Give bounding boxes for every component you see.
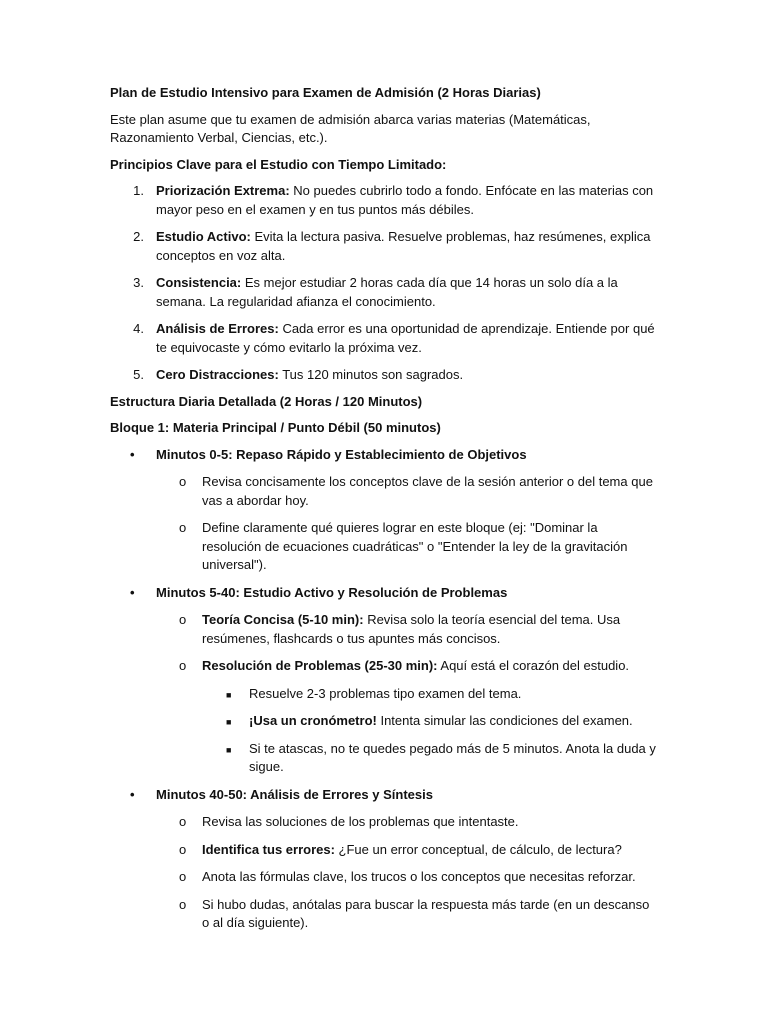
document-body [110,84,658,933]
list-item [110,473,658,510]
list-item-text: Intenta simular las condiciones del examen. [376,713,633,728]
section-title-text: Minutos 40-50: Análisis de Errores y Síntesis [156,786,433,802]
list-item-text: ¿Fue un error conceptual, de cálculo, de lectura? [334,841,622,857]
principles-heading: Principios Clave para el Estudio con Tiempo Limitado: [110,156,447,172]
section-title-text: Minutos 5-40: Estudio Activo y Resolución de Problemas [156,584,508,600]
section-title [110,584,658,603]
list-item [110,813,658,832]
list-item-text: Aquí está el corazón del estudio. [437,658,630,673]
list-item [110,657,658,676]
circle-marker: o [179,814,187,829]
bullet-marker: • [130,584,135,600]
circle-marker: o [179,896,187,912]
list-item-text: Define claramente qué quieres lograr en este bloque (ej: "Dominar la resolución de ecuaciones cuadráticas" o "Entender la ley de la gravitación universal"). [202,520,628,572]
principle-text: No puedes cubrirlo todo a fondo. Enfócate en las materias con mayor peso en el examen y en tus puntos más débiles. [156,183,654,217]
list-item-text: Resuelve 2-3 problemas tipo examen del tema. [249,685,522,701]
list-item-text: Si te atascas, no te quedes pegado más de 5 minutos. Anota la duda y sigue. [249,740,656,774]
list-item-label: Teoría Concisa (5-10 min): [202,612,364,627]
principle-label: Estudio Activo: [156,229,251,244]
list-item-text: Si hubo dudas, anótalas para buscar la respuesta más tarde (en un descanso o al día siguiente). [202,896,650,930]
principle-item [110,228,658,265]
bullet-marker: • [130,786,135,802]
principle-text: Tus 120 minutos son sagrados. [278,367,464,382]
principle-text: Es mejor estudiar 2 horas cada día que 14 horas un solo día a la semana. La regularidad afianza el conocimiento. [156,275,618,309]
list-number: 4. [133,321,144,336]
structure-heading: Estructura Diaria Detallada (2 Horas / 120 Minutos) [110,393,423,409]
list-item-text: Revisa las soluciones de los problemas que intentaste. [202,814,519,829]
section-title [110,446,658,465]
list-item-text: Anota las fórmulas clave, los trucos o los conceptos que necesitas reforzar. [202,869,636,884]
block1-heading: Bloque 1: Materia Principal / Punto Débil (50 minutos) [110,420,441,435]
list-number: 2. [133,229,144,244]
circle-marker: o [179,520,187,535]
list-item-text: Revisa concisamente los conceptos clave de la sesión anterior o del tema que vas a abordar hoy. [202,474,653,508]
list-item [110,519,658,575]
principle-item [110,182,658,219]
square-marker: ■ [226,744,232,755]
list-item-label: Identifica tus errores: [202,841,335,857]
principle-label: Cero Distracciones: [156,367,279,382]
principle-label: Priorización Extrema: [156,183,290,198]
circle-marker: o [179,612,187,627]
document-title: Plan de Estudio Intensivo para Examen de Admisión (2 Horas Diarias) [110,85,541,100]
list-number: 1. [133,183,144,198]
principle-label: Consistencia: [156,275,242,290]
bullet-marker: • [130,446,135,462]
list-item-text: Revisa solo la teoría esencial del tema. Usa resúmenes, flashcards o tus apuntes más concisos. [202,612,621,646]
principle-text: Evita la lectura pasiva. Resuelve problemas, haz resúmenes, explica conceptos en voz alta. [156,229,651,263]
principle-item [110,274,658,311]
circle-marker: o [179,869,187,884]
sub-list-item [110,685,658,704]
circle-marker: o [179,841,187,857]
principle-item [110,366,658,385]
list-item [110,841,658,860]
section-title [110,786,658,805]
principle-label: Análisis de Errores: [156,321,279,336]
circle-marker: o [179,474,187,489]
list-item-label: Resolución de Problemas (25-30 min): [202,658,438,673]
list-item-label: ¡Usa un cronómetro! [249,713,377,728]
list-number: 3. [133,275,144,290]
list-item [110,896,658,933]
sub-list-item [110,740,658,777]
section-title-text: Minutos 0-5: Repaso Rápido y Establecimiento de Objetivos [156,446,527,462]
intro-paragraph: Este plan asume que tu examen de admisión abarca varias materias (Matemáticas, Razonamiento Verbal, Ciencias, etc.). [110,111,591,145]
list-item [110,868,658,887]
sub-list-item [110,712,658,731]
list-number: 5. [133,367,144,382]
square-marker: ■ [226,717,232,727]
principle-text: Cada error es una oportunidad de aprendizaje. Entiende por qué te equivocaste y cómo evitarlo la próxima vez. [156,321,655,355]
square-marker: ■ [226,689,232,700]
circle-marker: o [179,658,187,673]
principle-item [110,320,658,357]
list-item [110,611,658,648]
